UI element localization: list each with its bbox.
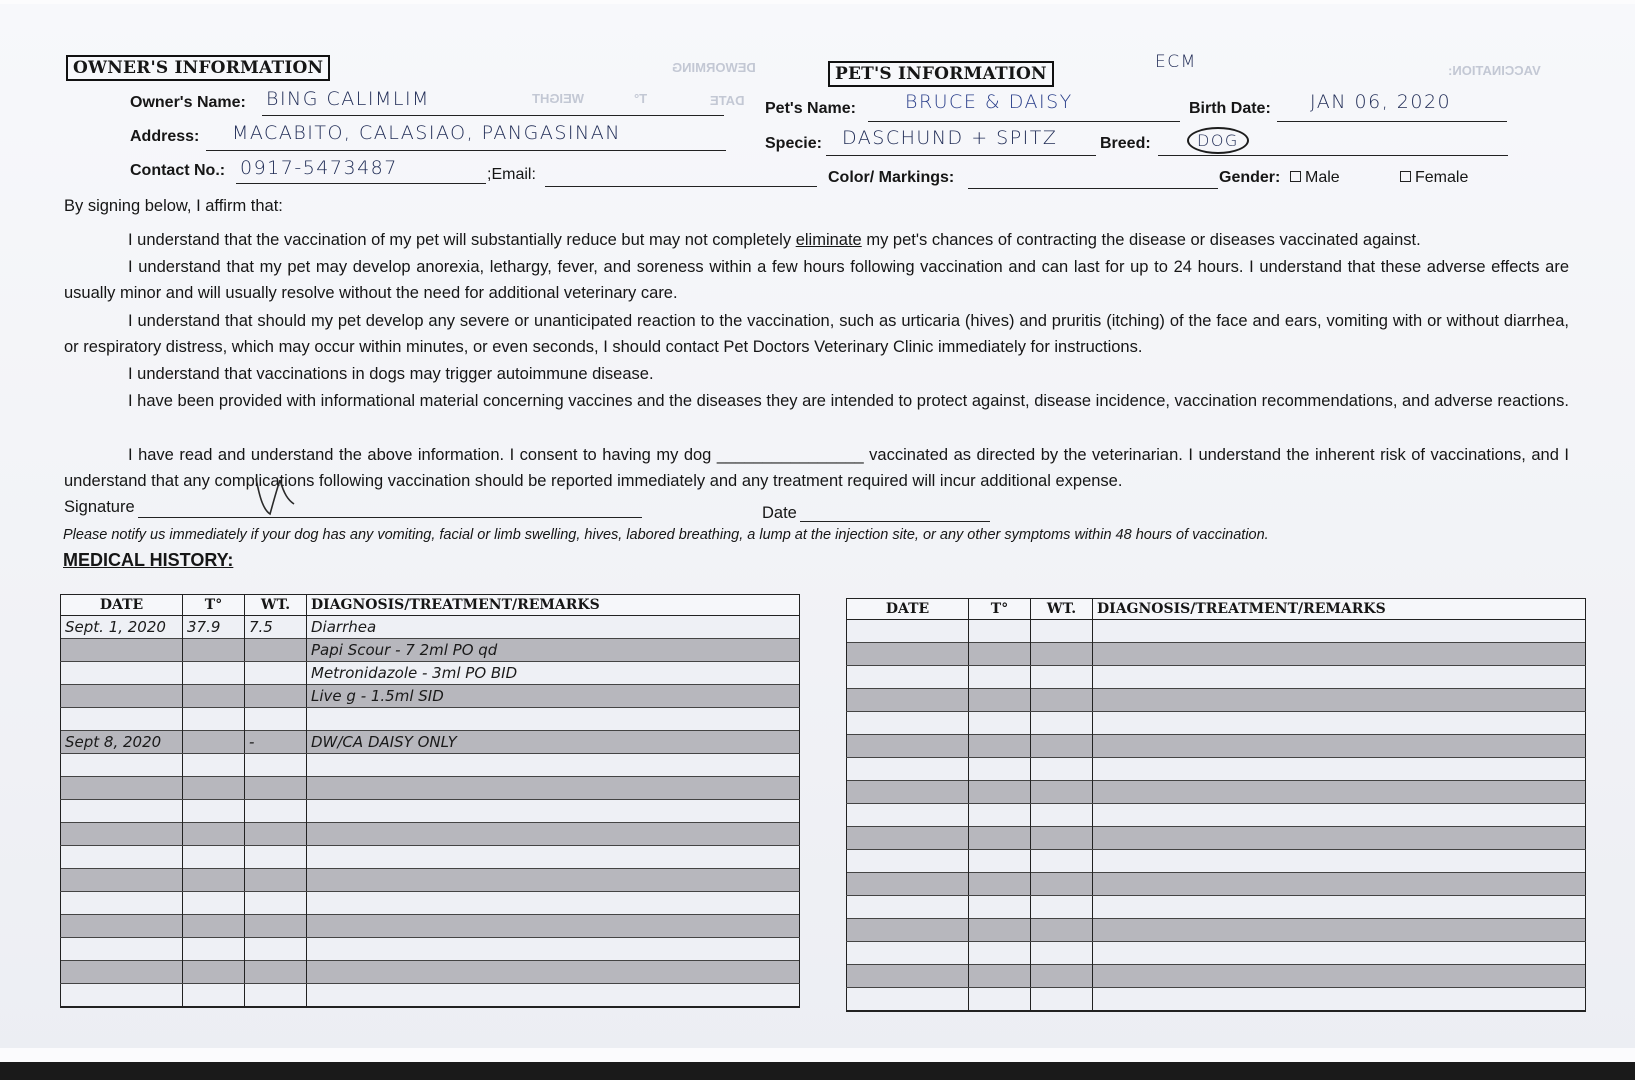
temp-cell[interactable] bbox=[183, 984, 245, 1008]
col-remarks-header: DIAGNOSIS/TREATMENT/REMARKS bbox=[1093, 599, 1586, 620]
temp-cell[interactable] bbox=[969, 735, 1031, 758]
gender-male-option[interactable] bbox=[1290, 169, 1340, 187]
table-row bbox=[61, 708, 800, 731]
temp-cell[interactable] bbox=[183, 685, 245, 708]
signature-scribble bbox=[250, 470, 310, 520]
date-cell[interactable] bbox=[61, 685, 183, 708]
pet-name-note: ECM bbox=[1155, 52, 1197, 72]
remarks-cell[interactable] bbox=[1093, 689, 1586, 712]
weight-cell[interactable] bbox=[1031, 873, 1093, 896]
date-cell[interactable] bbox=[61, 938, 183, 961]
weight-cell[interactable] bbox=[245, 731, 307, 754]
table-row bbox=[847, 620, 1586, 643]
owner-name-field[interactable]: BING CALIMLIM bbox=[266, 88, 430, 110]
weight-cell[interactable] bbox=[245, 938, 307, 961]
date-cell[interactable] bbox=[847, 965, 969, 988]
weight-cell[interactable] bbox=[1031, 965, 1093, 988]
weight-cell[interactable] bbox=[1031, 689, 1093, 712]
birth-date-label: Birth Date: bbox=[1189, 100, 1271, 117]
medical-history-table-right bbox=[846, 598, 1586, 1012]
date-cell[interactable] bbox=[61, 639, 183, 662]
remarks-cell[interactable] bbox=[307, 754, 800, 777]
remarks-cell[interactable] bbox=[1093, 620, 1586, 643]
col-date-header: DATE bbox=[61, 595, 183, 616]
temp-cell[interactable] bbox=[183, 616, 245, 639]
remarks-cell[interactable] bbox=[307, 639, 800, 662]
remarks-cell[interactable] bbox=[307, 961, 800, 984]
remarks-cell[interactable] bbox=[307, 915, 800, 938]
weight-cell[interactable] bbox=[1031, 804, 1093, 827]
weight-cell[interactable] bbox=[245, 823, 307, 846]
table-row bbox=[847, 781, 1586, 804]
temp-cell[interactable] bbox=[969, 896, 1031, 919]
weight-cell[interactable] bbox=[245, 961, 307, 984]
address-line bbox=[206, 150, 726, 151]
temp-cell[interactable] bbox=[183, 777, 245, 800]
date-line[interactable] bbox=[800, 521, 990, 522]
specie-field[interactable]: DASCHUND + SPITZ bbox=[842, 127, 1058, 149]
date-cell[interactable] bbox=[61, 708, 183, 731]
weight-cell[interactable] bbox=[1031, 666, 1093, 689]
female-checkbox[interactable] bbox=[1400, 171, 1411, 182]
weight-cell[interactable] bbox=[1031, 988, 1093, 1012]
date-cell[interactable] bbox=[847, 689, 969, 712]
consent-paragraph-4: I understand that vaccinations in dogs may trigger autoimmune disease. bbox=[128, 365, 654, 383]
address-label: Address: bbox=[130, 128, 200, 145]
weight-cell[interactable] bbox=[245, 662, 307, 685]
date-cell[interactable] bbox=[61, 984, 183, 1008]
pet-name-label: Pet's Name: bbox=[765, 100, 856, 117]
email-line bbox=[545, 186, 817, 187]
weight-cell[interactable] bbox=[245, 754, 307, 777]
remarks-cell[interactable] bbox=[1093, 827, 1586, 850]
specie-label: Specie: bbox=[765, 135, 822, 152]
date-cell[interactable] bbox=[61, 800, 183, 823]
handwritten-entry: 37.9 bbox=[187, 618, 221, 636]
weight-cell[interactable] bbox=[245, 892, 307, 915]
date-cell[interactable] bbox=[847, 643, 969, 666]
table-row bbox=[847, 643, 1586, 666]
breed-label: Breed: bbox=[1100, 135, 1151, 152]
temp-cell[interactable] bbox=[969, 758, 1031, 781]
remarks-cell[interactable] bbox=[1093, 850, 1586, 873]
temp-cell[interactable] bbox=[183, 708, 245, 731]
handwritten-entry: Live g - 1.5ml SID bbox=[311, 687, 444, 705]
table-row bbox=[847, 758, 1586, 781]
weight-cell[interactable] bbox=[1031, 827, 1093, 850]
remarks-cell[interactable] bbox=[1093, 988, 1586, 1012]
remarks-cell[interactable] bbox=[1093, 758, 1586, 781]
temp-cell[interactable] bbox=[183, 846, 245, 869]
pet-section-title: PET'S INFORMATION bbox=[828, 61, 1054, 87]
owner-name-label: Owner's Name: bbox=[130, 94, 246, 111]
temp-cell[interactable] bbox=[183, 731, 245, 754]
remarks-cell[interactable] bbox=[307, 823, 800, 846]
table-row bbox=[61, 892, 800, 915]
date-cell[interactable] bbox=[847, 781, 969, 804]
handwritten-entry: - bbox=[249, 733, 255, 751]
table-row bbox=[61, 984, 800, 1008]
date-cell[interactable] bbox=[847, 666, 969, 689]
weight-cell[interactable] bbox=[1031, 850, 1093, 873]
contact-label: Contact No.: bbox=[130, 162, 226, 179]
remarks-cell[interactable] bbox=[307, 662, 800, 685]
table-row bbox=[847, 712, 1586, 735]
weight-cell[interactable] bbox=[1031, 643, 1093, 666]
temp-cell[interactable] bbox=[183, 823, 245, 846]
weight-cell[interactable] bbox=[245, 869, 307, 892]
table-row bbox=[847, 850, 1586, 873]
table-row bbox=[847, 942, 1586, 965]
temp-cell[interactable] bbox=[183, 915, 245, 938]
birth-date-line bbox=[1277, 121, 1507, 122]
col-date-header: DATE bbox=[847, 599, 969, 620]
weight-cell[interactable] bbox=[245, 846, 307, 869]
remarks-cell[interactable] bbox=[307, 892, 800, 915]
weight-cell[interactable] bbox=[1031, 896, 1093, 919]
weight-cell[interactable] bbox=[245, 639, 307, 662]
breed-line bbox=[1158, 155, 1508, 156]
remarks-cell[interactable] bbox=[1093, 643, 1586, 666]
birth-date-field[interactable]: JAN 06, 2020 bbox=[1310, 91, 1452, 113]
table-row bbox=[61, 777, 800, 800]
date-cell[interactable] bbox=[847, 988, 969, 1012]
col-remarks-header: DIAGNOSIS/TREATMENT/REMARKS bbox=[307, 595, 800, 616]
date-cell[interactable] bbox=[61, 777, 183, 800]
table-row bbox=[847, 735, 1586, 758]
remarks-cell[interactable] bbox=[1093, 919, 1586, 942]
table-row bbox=[61, 869, 800, 892]
remarks-cell[interactable] bbox=[307, 685, 800, 708]
date-cell[interactable] bbox=[847, 896, 969, 919]
owner-section-title: OWNER'S INFORMATION bbox=[66, 55, 330, 81]
temp-cell[interactable] bbox=[969, 712, 1031, 735]
col-temp-header: T° bbox=[183, 595, 245, 616]
handwritten-entry: Metronidazole - 3ml PO BID bbox=[311, 664, 518, 682]
ghost-vaccination: VACCINATION: bbox=[1448, 63, 1541, 78]
specie-line bbox=[826, 155, 1096, 156]
date-cell[interactable] bbox=[847, 873, 969, 896]
weight-cell[interactable] bbox=[245, 800, 307, 823]
temp-cell[interactable] bbox=[183, 639, 245, 662]
remarks-cell[interactable] bbox=[1093, 965, 1586, 988]
table-row bbox=[847, 988, 1586, 1012]
table-row bbox=[61, 754, 800, 777]
notify-note: Please notify us immediately if your dog has any vomiting, facial or limb swelling, hives, labored breathing, a lump at the injection site, or any other symptoms within 48 hours of vaccination. bbox=[63, 527, 1269, 543]
breed-field[interactable]: DOG bbox=[1187, 127, 1249, 154]
pet-name-field[interactable]: BRUCE & DAISY bbox=[905, 91, 1073, 113]
remarks-cell[interactable] bbox=[1093, 804, 1586, 827]
scan-border bbox=[0, 1062, 1635, 1080]
date-cell[interactable] bbox=[847, 850, 969, 873]
consent-intro: By signing below, I affirm that: bbox=[64, 197, 283, 215]
date-cell[interactable] bbox=[847, 827, 969, 850]
remarks-cell[interactable] bbox=[307, 984, 800, 1008]
date-cell[interactable] bbox=[61, 662, 183, 685]
ghost-date: DATE bbox=[710, 93, 745, 108]
remarks-cell[interactable] bbox=[1093, 896, 1586, 919]
date-cell[interactable] bbox=[847, 712, 969, 735]
handwritten-entry: Sept 8, 2020 bbox=[65, 733, 162, 751]
ghost-deworming: DEWORMING bbox=[672, 60, 756, 75]
date-cell[interactable] bbox=[61, 731, 183, 754]
table-row bbox=[61, 846, 800, 869]
date-cell[interactable] bbox=[847, 804, 969, 827]
weight-cell[interactable] bbox=[245, 708, 307, 731]
date-cell[interactable] bbox=[847, 735, 969, 758]
date-cell[interactable] bbox=[61, 754, 183, 777]
weight-cell[interactable] bbox=[1031, 735, 1093, 758]
table-row bbox=[61, 685, 800, 708]
male-checkbox[interactable] bbox=[1290, 171, 1301, 182]
color-markings-line bbox=[968, 188, 1218, 189]
date-cell[interactable] bbox=[847, 919, 969, 942]
signature-label: Signature bbox=[64, 498, 135, 516]
temp-cell[interactable] bbox=[969, 804, 1031, 827]
table-row bbox=[847, 965, 1586, 988]
weight-cell[interactable] bbox=[1031, 781, 1093, 804]
temp-cell[interactable] bbox=[183, 869, 245, 892]
remarks-cell[interactable] bbox=[307, 800, 800, 823]
remarks-cell[interactable] bbox=[1093, 781, 1586, 804]
consent-paragraph-6: I have read and understand the above information. I consent to having my dog ________________ vaccinated as directed by the veterinarian. I understand the inherent risk of vaccinations, and I understand that any complications following vaccination should be reported immediately and any treatment required will incur additional expense. bbox=[64, 446, 1569, 490]
table-row bbox=[61, 800, 800, 823]
ghost-weight: WEIGHT bbox=[532, 91, 584, 106]
temp-cell[interactable] bbox=[969, 965, 1031, 988]
table-row bbox=[61, 662, 800, 685]
table-row bbox=[61, 938, 800, 961]
male-label: Male bbox=[1305, 169, 1340, 186]
temp-cell[interactable] bbox=[969, 827, 1031, 850]
date-cell[interactable] bbox=[61, 869, 183, 892]
contact-line bbox=[236, 183, 486, 184]
temp-cell[interactable] bbox=[969, 873, 1031, 896]
paper-edge bbox=[0, 0, 1635, 4]
gender-female-option[interactable] bbox=[1400, 169, 1468, 187]
address-field[interactable]: MACABITO, CALASIAO, PANGASINAN bbox=[232, 122, 621, 144]
temp-cell[interactable] bbox=[969, 643, 1031, 666]
temp-cell[interactable] bbox=[969, 988, 1031, 1012]
table-row bbox=[61, 616, 800, 639]
consent-paragraph-3: I understand that should my pet develop any severe or unanticipated reaction to the vaccination, such as urticaria (hives) and pruritis (itching) of the face and ears, vomiting with or without diarrhea, or respiratory distress, which may occur within minutes, or even seconds, I should contact Pet Doctors Veterinary Clinic immediately for instructions. bbox=[64, 312, 1569, 356]
date-cell[interactable] bbox=[61, 961, 183, 984]
date-cell[interactable] bbox=[61, 915, 183, 938]
remarks-cell[interactable] bbox=[307, 869, 800, 892]
temp-cell[interactable] bbox=[183, 754, 245, 777]
date-label: Date bbox=[762, 504, 797, 522]
temp-cell[interactable] bbox=[183, 892, 245, 915]
weight-cell[interactable] bbox=[245, 685, 307, 708]
temp-cell[interactable] bbox=[969, 919, 1031, 942]
col-wt-header: WT. bbox=[245, 595, 307, 616]
temp-cell[interactable] bbox=[969, 666, 1031, 689]
ghost-t: T° bbox=[634, 91, 648, 106]
handwritten-entry: Papi Scour - 7 2ml PO qd bbox=[311, 641, 498, 659]
weight-cell[interactable] bbox=[245, 777, 307, 800]
gender-label: Gender: bbox=[1219, 169, 1281, 186]
female-label: Female bbox=[1415, 169, 1469, 186]
remarks-cell[interactable] bbox=[1093, 735, 1586, 758]
remarks-cell[interactable] bbox=[307, 616, 800, 639]
table-row bbox=[61, 961, 800, 984]
owner-name-line bbox=[262, 115, 724, 116]
pet-name-line bbox=[868, 121, 1180, 122]
table-row bbox=[847, 873, 1586, 896]
consent-paragraph-2: I understand that my pet may develop anorexia, lethargy, fever, and soreness within a few hours following vaccination and can last for up to 24 hours. I understand that these adverse effects are usually minor and will usually resolve without the need for additional veterinary care. bbox=[64, 258, 1569, 302]
remarks-cell[interactable] bbox=[307, 708, 800, 731]
handwritten-entry: Diarrhea bbox=[311, 618, 377, 636]
remarks-cell[interactable] bbox=[307, 777, 800, 800]
remarks-cell[interactable] bbox=[1093, 873, 1586, 896]
col-temp-header: T° bbox=[969, 599, 1031, 620]
col-wt-header: WT. bbox=[1031, 599, 1093, 620]
weight-cell[interactable] bbox=[245, 616, 307, 639]
medical-history-table-left bbox=[60, 594, 800, 1008]
temp-cell[interactable] bbox=[969, 620, 1031, 643]
temp-cell[interactable] bbox=[969, 942, 1031, 965]
date-cell[interactable] bbox=[61, 846, 183, 869]
signature-line[interactable] bbox=[138, 517, 642, 518]
remarks-cell[interactable] bbox=[307, 731, 800, 754]
contact-field[interactable]: 0917-5473487 bbox=[240, 157, 398, 179]
weight-cell[interactable] bbox=[1031, 712, 1093, 735]
consent-paragraph-5: I have been provided with informational material concerning vaccines and the diseases they are intended to protect against, disease incidence, vaccination recommendations, and adverse reactions. bbox=[128, 392, 1569, 410]
date-cell[interactable] bbox=[61, 823, 183, 846]
remarks-cell[interactable] bbox=[1093, 712, 1586, 735]
table-row bbox=[61, 639, 800, 662]
temp-cell[interactable] bbox=[183, 961, 245, 984]
weight-cell[interactable] bbox=[1031, 919, 1093, 942]
table-row bbox=[847, 919, 1586, 942]
medical-history-title: MEDICAL HISTORY: bbox=[63, 550, 234, 570]
handwritten-entry: DW/CA DAISY ONLY bbox=[311, 733, 457, 751]
table-row bbox=[847, 804, 1586, 827]
handwritten-entry: Sept. 1, 2020 bbox=[65, 618, 166, 636]
table-row bbox=[61, 915, 800, 938]
temp-cell[interactable] bbox=[969, 689, 1031, 712]
table-row bbox=[61, 823, 800, 846]
weight-cell[interactable] bbox=[1031, 942, 1093, 965]
date-cell[interactable] bbox=[847, 758, 969, 781]
temp-cell[interactable] bbox=[969, 850, 1031, 873]
remarks-cell[interactable] bbox=[1093, 942, 1586, 965]
date-cell[interactable] bbox=[61, 616, 183, 639]
table-row bbox=[61, 731, 800, 754]
date-cell[interactable] bbox=[61, 892, 183, 915]
table-row bbox=[847, 666, 1586, 689]
weight-cell[interactable] bbox=[245, 984, 307, 1008]
temp-cell[interactable] bbox=[183, 662, 245, 685]
weight-cell[interactable] bbox=[1031, 620, 1093, 643]
table-row bbox=[847, 827, 1586, 850]
temp-cell[interactable] bbox=[183, 800, 245, 823]
remarks-cell[interactable] bbox=[307, 938, 800, 961]
table-row bbox=[847, 689, 1586, 712]
table-row bbox=[847, 896, 1586, 919]
date-cell[interactable] bbox=[847, 620, 969, 643]
remarks-cell[interactable] bbox=[1093, 666, 1586, 689]
weight-cell[interactable] bbox=[245, 915, 307, 938]
email-label: ;Email: bbox=[487, 166, 536, 183]
weight-cell[interactable] bbox=[1031, 758, 1093, 781]
date-cell[interactable] bbox=[847, 942, 969, 965]
consent-paragraph-1: I understand that the vaccination of my pet will substantially reduce but may not completely eliminate my pet's chances of contracting the disease or diseases vaccinated against. bbox=[128, 231, 1421, 249]
handwritten-entry: 7.5 bbox=[249, 618, 273, 636]
remarks-cell[interactable] bbox=[307, 846, 800, 869]
color-markings-label: Color/ Markings: bbox=[828, 169, 955, 186]
temp-cell[interactable] bbox=[183, 938, 245, 961]
temp-cell[interactable] bbox=[969, 781, 1031, 804]
